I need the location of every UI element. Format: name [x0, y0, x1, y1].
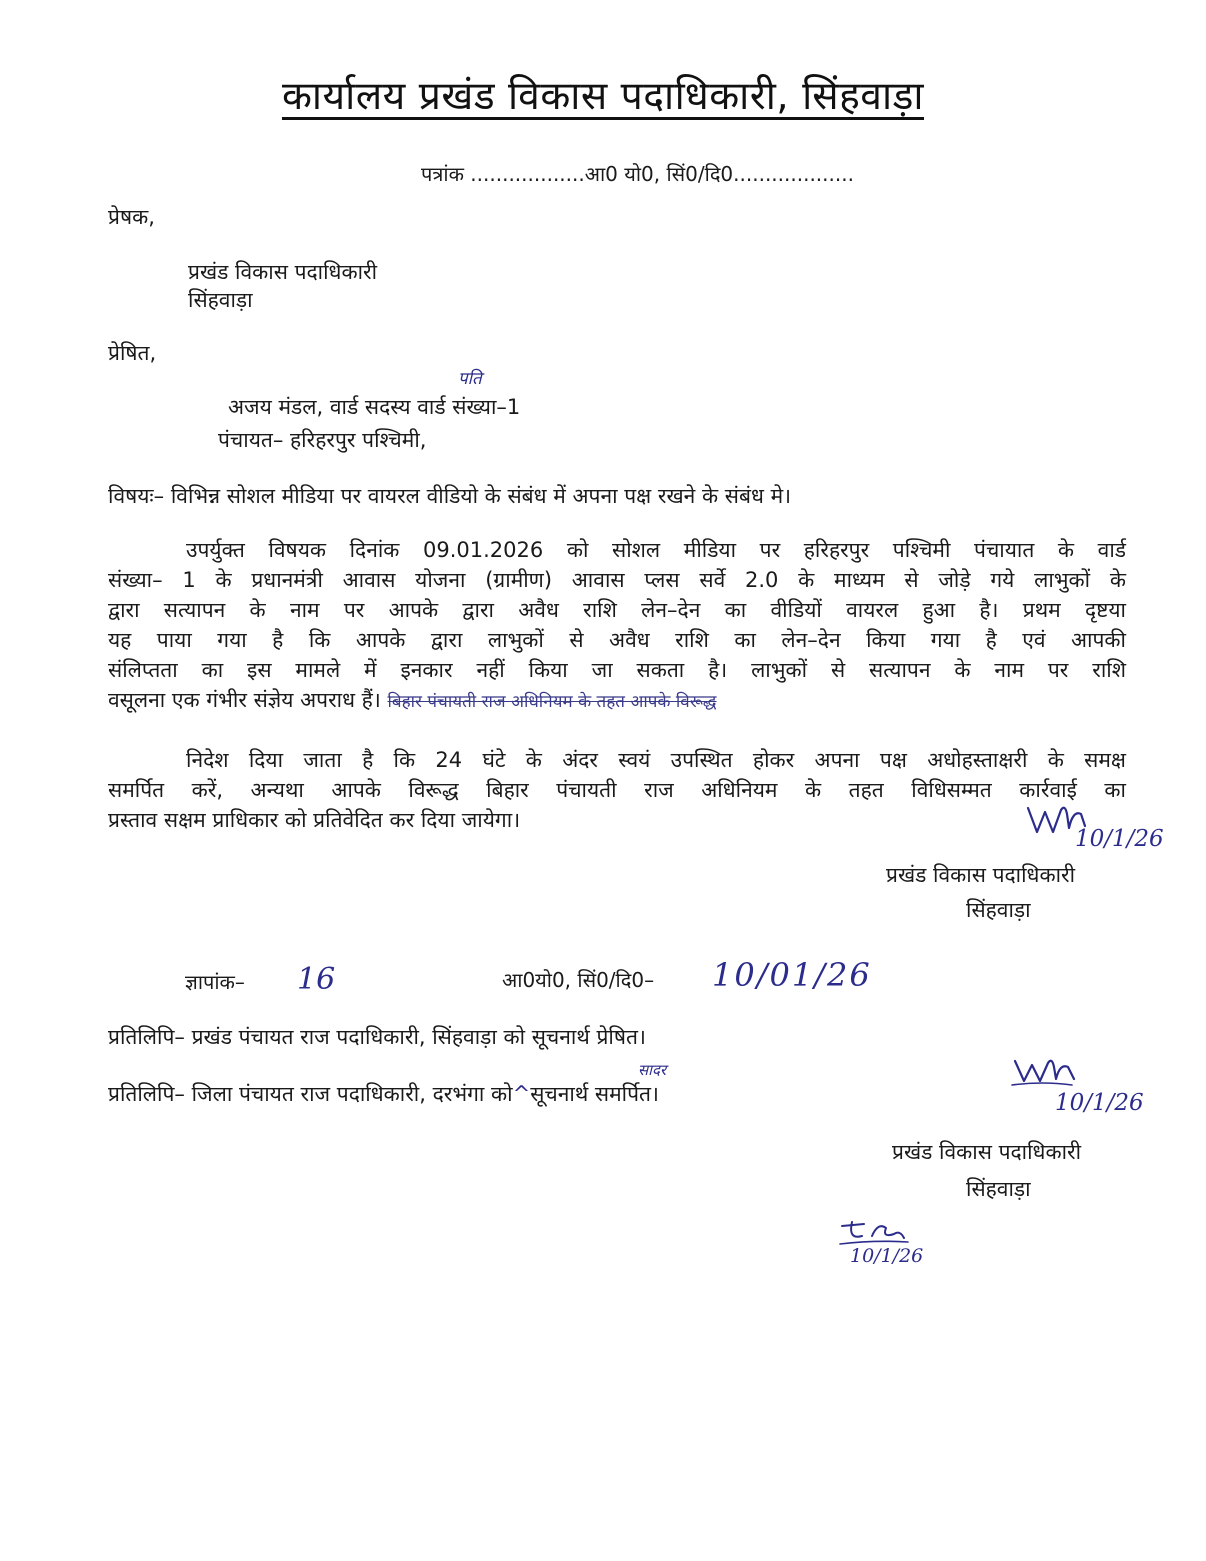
signature-date: 10/1/26	[1055, 1090, 1144, 1116]
paragraph-line: यह पाया गया है कि आपके द्वारा लाभुकों से अवैध राशि का लेन–देन किया गया है एवं आपकी	[108, 628, 1126, 652]
recipient-label: प्रेषित,	[108, 341, 157, 365]
paragraph-text: वसूलना एक गंभीर संज्ञेय अपराध हैं।	[108, 688, 381, 712]
paragraph-line	[108, 685, 1126, 717]
office-title: कार्यालय प्रखंड विकास पदाधिकारी, सिंहवाड़ा	[281, 74, 925, 119]
handwritten-insertion: पति	[458, 369, 482, 389]
handwritten-initials	[838, 1218, 910, 1248]
memo-number: 16	[297, 962, 336, 997]
initials-date: 10/1/26	[850, 1245, 924, 1267]
handwritten-insertion: सादर	[638, 1061, 667, 1079]
paragraph-line: संख्या– 1 के प्रधानमंत्री आवास योजना (ग्रामीण) आवास प्लस सर्वे 2.0 के माध्यम से जोड़े गये लाभुकों के	[108, 568, 1126, 592]
copy-text: प्रतिलिपि– जिला पंचायत राज पदाधिकारी, दरभंगा को	[108, 1082, 513, 1106]
sender-location: सिंहवाड़ा	[188, 288, 253, 312]
caret-mark: ^	[512, 1082, 531, 1106]
copy-text: सूचनार्थ समर्पित।	[530, 1082, 659, 1106]
memo-date: 10/01/26	[712, 956, 872, 994]
signatory-location: सिंहवाड़ा	[966, 898, 1031, 922]
memo-label: ज्ञापांक–	[185, 970, 245, 994]
paragraph-line: उपर्युक्त विषयक दिनांक 09.01.2026 को सोशल मीडिया पर हरिहरपुर पश्चिमी पंचायात के वार्ड	[186, 538, 1126, 562]
copy-line-1: प्रतिलिपि– प्रखंड पंचायत राज पदाधिकारी, सिंहवाड़ा को सूचनार्थ प्रेषित।	[108, 1025, 646, 1049]
signatory-location: सिंहवाड़ा	[966, 1177, 1031, 1201]
paragraph-line: द्वारा सत्यापन के नाम पर आपके द्वारा अवैध राशि लेन–देन का वीडियों वायरल हुआ है। प्रथम दृष्टया	[108, 598, 1126, 622]
signature-date: 10/1/26	[1075, 826, 1164, 852]
signatory-designation: प्रखंड विकास पदाधिकारी	[892, 1140, 1082, 1164]
body-paragraph-2	[108, 745, 1126, 835]
initials-scribble	[838, 1218, 910, 1248]
signature-scribble	[1012, 1055, 1082, 1087]
subject-line: विषयः– विभिन्न सोशल मीडिया पर वायरल वीडियो के संबंध में अपना पक्ष रखने के संबंध मे।	[108, 484, 792, 508]
paragraph-line: समर्पित करें, अन्यथा आपके विरूद्ध बिहार पंचायती राज अधिनियम के तहत विधिसम्मत कार्रवाई का	[108, 778, 1126, 802]
paragraph-line: निदेश दिया जाता है कि 24 घंटे के अंदर स्वयं उपस्थित होकर अपना पक्ष अधोहस्ताक्षरी के समक्ष	[186, 748, 1126, 772]
copy-line-2	[108, 1080, 659, 1108]
handwritten-signature	[1012, 1055, 1082, 1087]
recipient-name: अजय मंडल, वार्ड सदस्य वार्ड संख्या–1	[228, 395, 521, 419]
memo-reference: आ0यो0, सिं0/दि0–	[502, 968, 655, 992]
recipient-panchayat: पंचायत– हरिहरपुर पश्चिमी,	[218, 428, 427, 452]
paragraph-line: प्रस्ताव सक्षम प्राधिकार को प्रतिवेदित कर दिया जायेगा।	[108, 808, 521, 832]
body-paragraph-1	[108, 535, 1126, 717]
signatory-designation: प्रखंड विकास पदाधिकारी	[886, 863, 1076, 887]
reference-line: पत्रांक ..................आ0 यो0, सिं0/दि0...................	[421, 162, 854, 186]
sender-label: प्रेषक,	[108, 205, 155, 229]
sender-designation: प्रखंड विकास पदाधिकारी	[188, 260, 378, 284]
paragraph-line: संलिप्तता का इस मामले में इनकार नहीं किया जा सकता है। लाभुकों से सत्यापन के नाम पर राशि	[108, 658, 1126, 682]
struck-text: बिहार पंचायती राज अधिनियम के तहत आपके विरूद्ध	[387, 692, 717, 712]
